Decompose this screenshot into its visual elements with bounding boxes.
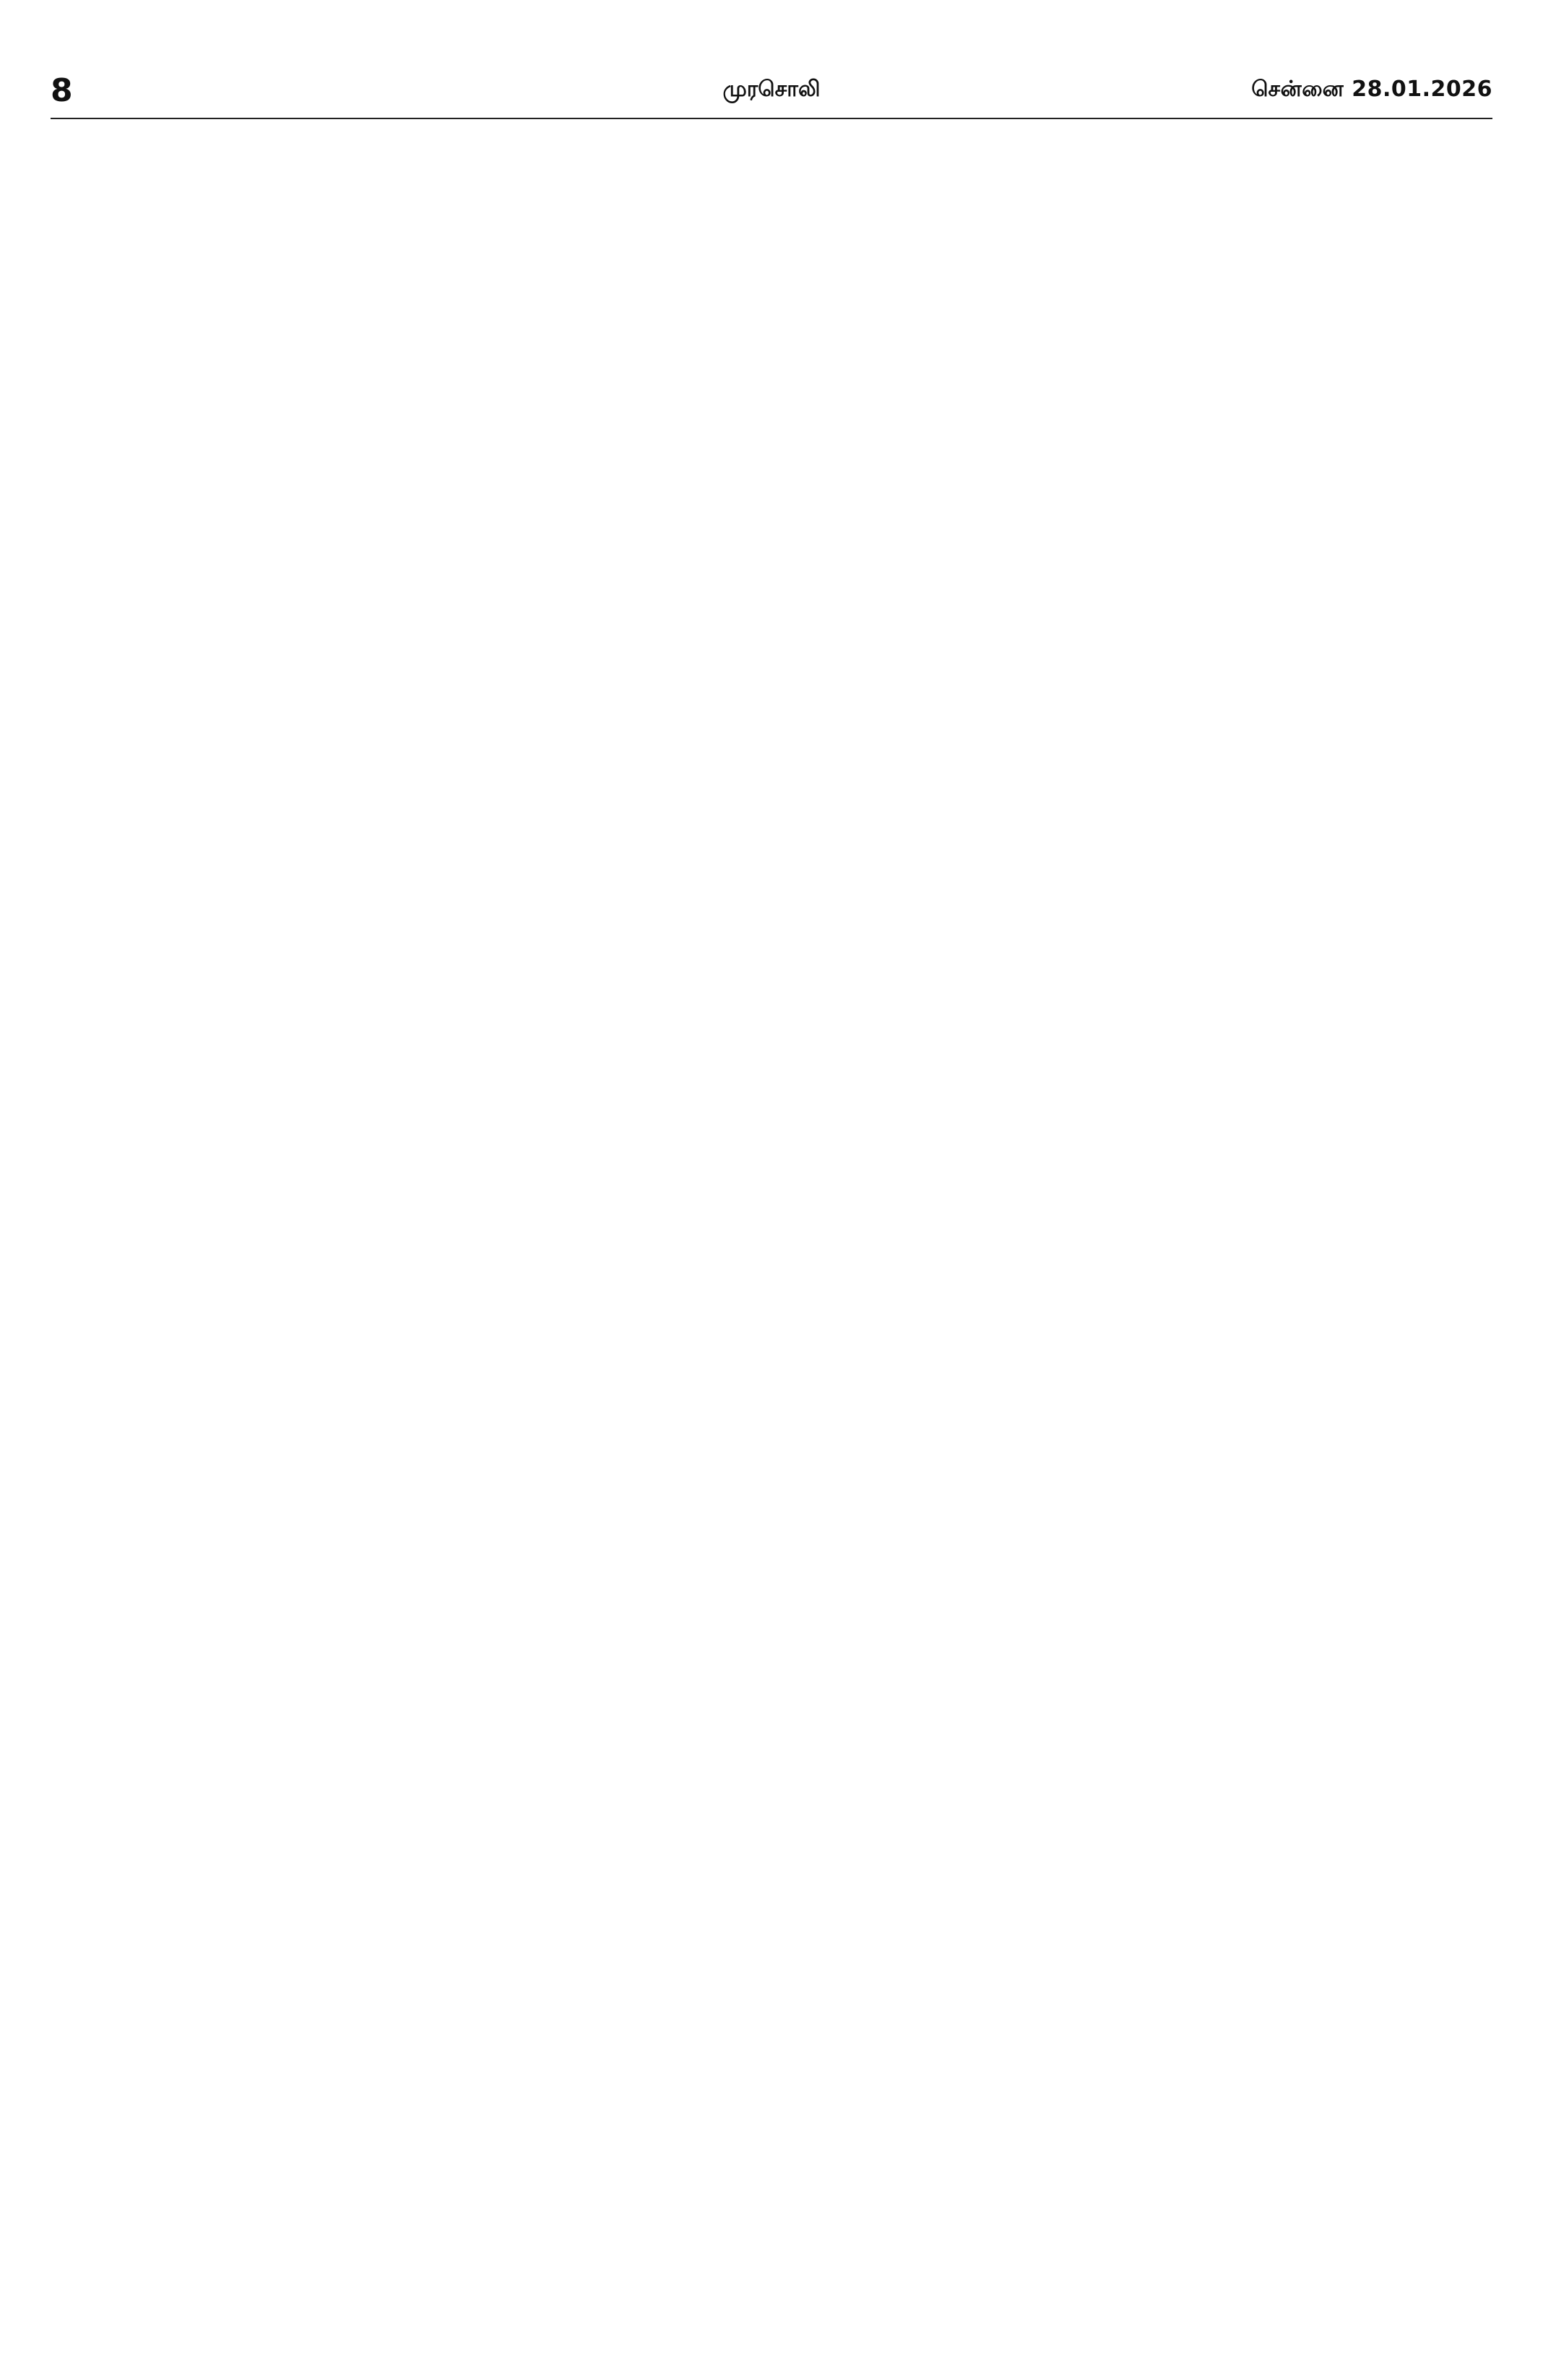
column-4 [1147, 130, 1492, 2351]
column-1 [51, 130, 396, 2351]
dateline [1251, 77, 1492, 105]
issue-date: 28.01.2026 [1352, 76, 1492, 102]
column-3 [782, 130, 1127, 2351]
city: சென்னை [1251, 76, 1344, 102]
page-header [51, 65, 1492, 116]
masthead: முரசொலி [722, 76, 821, 102]
page-number: 8 [51, 72, 73, 109]
column-2 [416, 130, 761, 2351]
body-columns [51, 130, 1492, 2351]
header-rule [51, 118, 1492, 119]
